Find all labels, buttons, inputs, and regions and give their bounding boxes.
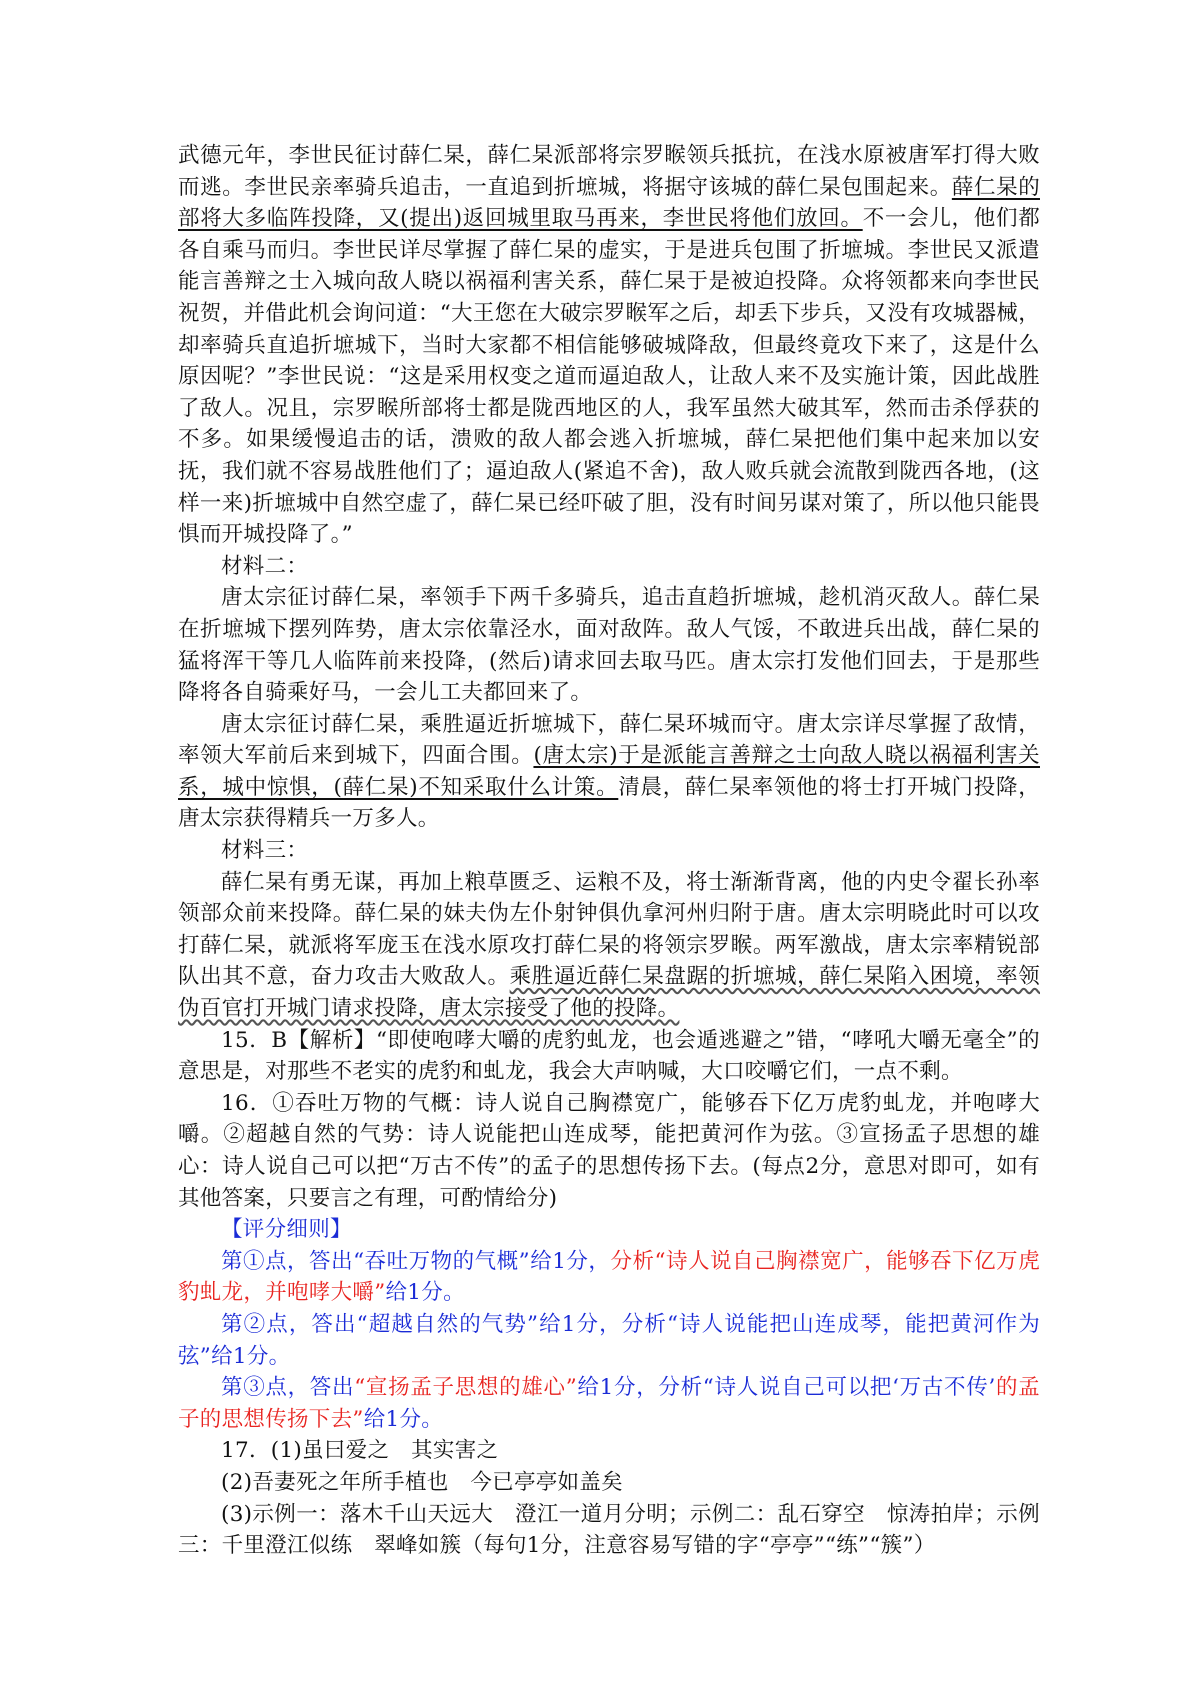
material2-text-b: 清晨，薛仁杲率领他的将士打开城门投降，唐太宗获得精兵一万多人。 [178,774,1040,832]
document-page [178,140,1040,1562]
question-15-answer: 15．B【解析】“即使咆哮大嚼的虎豹虬龙，也会遁逃避之”错，“哮吼大嚼无毫全”的意思是，对那些不老实的虎豹和虬龙，我会大声呐喊，大口咬嚼它们，一点不剩。 [178,1027,1040,1085]
material3-paragraph [178,867,1040,1025]
rubric-point-1 [178,1246,1040,1309]
material1-underlined-sentence: 薛仁杲的部将大多临阵投降，又(提出)返回城里取马再来，李世民将他们放回。 [178,174,1040,232]
rubric-point-3-a: 第③点，答出 [221,1375,355,1401]
rubric-point-1-b: 分析“诗人说自己胸襟宽广，能够吞下亿万虎豹虬龙，并咆哮大嚼” [178,1248,1040,1306]
material1-text-a: 武德元年，李世民征讨薛仁杲，薛仁杲派部将宗罗睺领兵抵抗，在浅水原被唐军打得大败而逃。李世民亲率骑兵追击，一直追到折墌城，将据守该城的薛仁杲包围起来。 [178,143,1040,200]
rubric-point-3-c: 给1分，分析“诗人说自己可以把‘万古不传’ [577,1375,996,1401]
rubric-point-1-c: 给1分。 [385,1280,465,1306]
material2-paragraph-2 [178,709,1040,835]
material2-heading: 材料二： [221,553,309,579]
rubric-title: 【评分细则】 [221,1217,352,1243]
question-17-line-3: (3)示例一：落木千山天远大 澄江一道月分明；示例二：乱石穿空 惊涛拍岸；示例三：千里澄江似练 翠峰如簇（每句1分，注意容易写错的字“亭亭”“练”“簇”） [178,1501,1040,1559]
material3-heading: 材料三： [221,838,309,864]
material3-text-a: 薛仁杲有勇无谋，再加上粮草匮乏、运粮不及，将士渐渐背离，他的内史令翟长孙率领部众前来投降。薛仁杲的妹夫伪左仆射钟俱仇拿河州归附于唐。唐太宗明晓此时可以攻打薛仁杲，就派将军庞玉在浅水原攻打薛仁杲的将领宗罗睺。两军激战，唐太宗率精锐部队出其不意，奋力攻击大败敌人。 [178,869,1040,990]
rubric-point-1-a: 第①点，答出“吞吐万物的气概”给1分， [221,1248,611,1274]
rubric-point-3-d: 的孟子的思想传扬下去” [178,1375,1040,1432]
rubric-point-3-b: “宣扬孟子思想的雄心” [354,1375,578,1401]
rubric-point-2: 第②点，答出“超越自然的气势”给1分，分析“诗人说能把山连成琴，能把黄河作为弦”给1分。 [178,1311,1040,1369]
material3-wavy-underlined-sentence: 乘胜逼近薛仁杲盘踞的折墌城，薛仁杲陷入困境，率领伪百官打开城门请求投降，唐太宗接受了他的投降。 [178,964,1040,1022]
rubric-point-3 [178,1372,1040,1435]
material1-paragraph [178,140,1040,551]
material2-underlined-sentence: (唐太宗)于是派能言善辩之士向敌人晓以祸福利害关系，城中惊惧，(薛仁杲)不知采取什么计策。 [178,743,1040,800]
question-17-line-2: (2)吾妻死之年所手植也 今已亭亭如盖矣 [221,1469,623,1495]
material1-text-b: 不一会儿，他们都各自乘马而归。李世民详尽掌握了薛仁杲的虚实，于是进兵包围了折墌城。李世民又派遣能言善辩之士入城向敌人晓以祸福利害关系，薛仁杲于是被迫投降。众将领都来向李世民祝贺，并借此机会询问道：“大王您在大破宗罗睺军之后，却丢下步兵，又没有攻城器械，却率骑兵直追折墌城下，当时大家都不相信能够破城降敌，但最终竟攻下来了，这是什么原因呢？”李世民说：“这是采用权变之道而逼迫敌人，让敌人来不及实施计策，因此战胜了敌人。况且，宗罗睺所部将士都是陇西地区的人，我军虽然大破其军，然而击杀俘获的不多。如果缓慢追击的话，溃败的敌人都会逃入折墌城，薛仁杲把他们集中起来加以安抚，我们就不容易战胜他们了；逼迫敌人(紧追不舍)，敌人败兵就会流散到陇西各地，(这样一来)折墌城中自然空虚了，薛仁杲已经吓破了胆，没有时间另谋对策了，所以他只能畏惧而开城投降了。” [178,206,1040,548]
rubric-point-3-e: 给1分。 [363,1406,444,1432]
question-17-line-1: 17．(1)虽曰爱之 其实害之 [221,1438,499,1464]
material2-text-a: 唐太宗征讨薛仁杲，乘胜逼近折墌城下，薛仁杲环城而守。唐太宗详尽掌握了敌情，率领大军前后来到城下，四面合围。 [178,711,1040,769]
question-16-answer: 16．①吞吐万物的气概：诗人说自己胸襟宽广，能够吞下亿万虎豹虬龙，并咆哮大嚼。②超越自然的气势：诗人说能把山连成琴，能把黄河作为弦。③宣扬孟子思想的雄心：诗人说自己可以把“万古不传”的孟子的思想传扬下去。(每点2分，意思对即可，如有其他答案，只要言之有理，可酌情给分) [178,1090,1040,1211]
material2-paragraph-1: 唐太宗征讨薛仁杲，率领手下两千多骑兵，追击直趋折墌城，趁机消灭敌人。薛仁杲在折墌城下摆列阵势，唐太宗依靠泾水，面对敌阵。敌人气馁，不敢进兵出战，薛仁杲的猛将浑干等几人临阵前来投降，(然后)请求回去取马匹。唐太宗打发他们回去，于是那些降将各自骑乘好马，一会儿工夫都回来了。 [178,585,1040,706]
